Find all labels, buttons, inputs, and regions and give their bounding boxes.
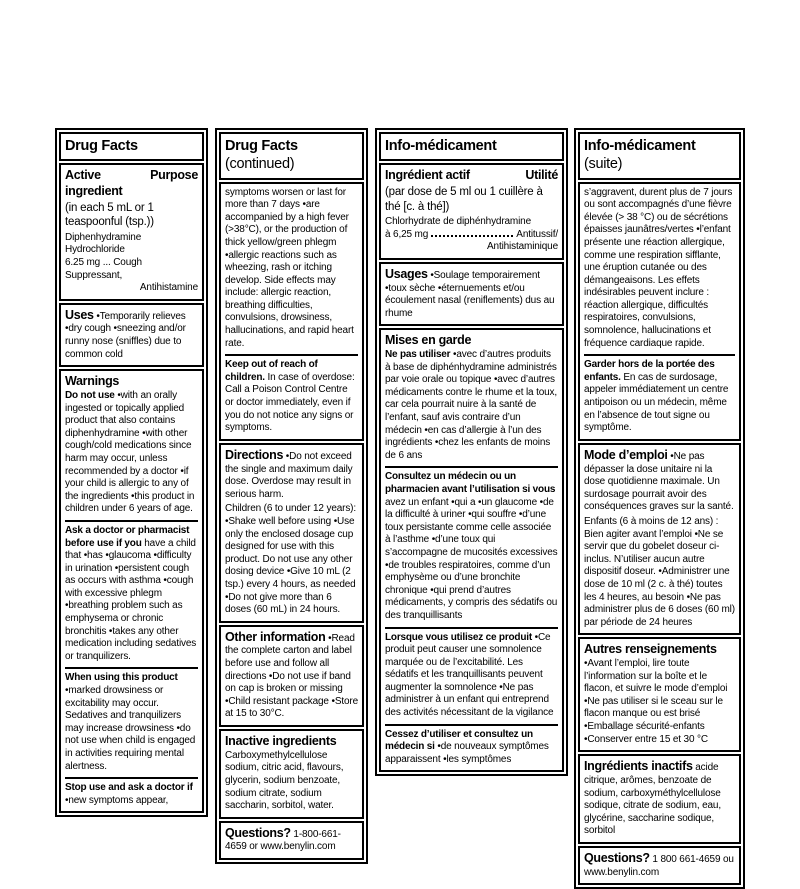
ingredients-inactifs-heading: Ingrédients inactifs [584, 759, 693, 774]
ask-doctor-lead: Ask a doctor or pharmacist before use if you [65, 524, 190, 549]
purpose-value: Antihistamine [139, 282, 198, 294]
stop-use-text: •new symptoms appear, [65, 794, 169, 806]
other-information-heading: Other information [225, 629, 326, 644]
ingredients-inactifs-text: acide citrique, arômes, benzoate de sodium, carboxyméthylcellulose sodique, citrate de sodium, eau, glycérine, saccharine sodique, sorbitol [584, 762, 721, 837]
section-mode-emploi [578, 443, 741, 635]
inactive-ingredients-heading: Inactive ingredients [225, 734, 337, 748]
do-not-use-lead: Do not use [65, 389, 115, 401]
section-divider [385, 724, 558, 726]
inactive-ingredients-text: Carboxymethylcellulose sodium, citric acid, flavours, glycerin, sodium benzoate, sodium citrate, sodium saccharin, sorbitol, water. [225, 749, 344, 812]
section-divider [65, 520, 198, 522]
autres-renseignements-text: •Avant l’emploi, lire toute l’information sur la boîte et le flacon, et suivre le mode d’emploi •Ne pas utiliser si le sceau sur le flacon manque ou est brisé •Emballage sécurité-enfants •Conserver entre 15 et 30 °C [584, 658, 728, 745]
column-drug-facts-continued [215, 128, 368, 864]
ingredient-name: Chlorhydrate de diphénhydramine [385, 215, 531, 227]
section-divider [385, 627, 558, 629]
column-info-medicament-suite [574, 128, 745, 889]
section-cessez-continued [578, 182, 741, 441]
garder-text: En cas de surdosage, appeler immédiatement un centre antipoison ou un médecin, même en l’absence de tout signe ou symptôme. [584, 371, 729, 434]
usages-text: •Soulage temporairement •toux sèche •éternuements et/ou écoulement nasal (reniflements) dus au rhume [385, 269, 555, 319]
header-title: Info-médicament [584, 138, 696, 154]
section-mises-en-garde [379, 328, 564, 772]
questions-heading: Questions? [584, 850, 650, 865]
stop-use-lead: Stop use and ask a doctor if [65, 782, 193, 794]
utilite-heading: Utilité [525, 168, 558, 183]
info-medicament-header [379, 132, 564, 161]
section-divider [65, 667, 198, 669]
utilite-value-1: Antitussif/ [516, 228, 558, 240]
cessez-lead: Cessez d’utiliser et consultez un médecin si [385, 728, 533, 753]
cessez-continued-text: s’aggravent, durent plus de 7 jours ou sont accompagnés d’une fièvre élevée (> 38 °C) ou de sécrétions épaisses jaunâtres/vertes •l’enfant présente une réaction allergique, comme une respiration sifflante, une éruption cutanée ou des démangeaisons. Les effets indésirables peuvent inclure : réaction allergique, difficultés respiratoires, convulsions, somnolence, hallucinations et fréquence cardiaque rapide. [584, 186, 733, 349]
consultez-lead: Consultez un médecin ou un pharmacien avant l’utilisation si vous [385, 471, 556, 495]
drug-label [55, 128, 745, 889]
column-drug-facts [55, 128, 208, 817]
section-ingredient-actif [379, 163, 564, 260]
uses-heading: Uses [65, 307, 94, 322]
section-warnings [59, 369, 204, 813]
section-active-ingredient [59, 163, 204, 300]
directions-text-2: Children (6 to under 12 years): •Shake well before using •Use only the enclosed dosage cup designed for use with this product. Do not use any other dosing device •Give 10 mL (2 tsp.) every 4 hours, as needed •Do not give more than 6 doses (60 mL) in 24 hours. [225, 503, 356, 616]
drug-facts-continued-header [219, 132, 364, 180]
ask-doctor-text: have a child that •has •glaucoma •difficulty in urination •persistent cough as occurs with asthma •cough with excessive phlegm •breathing problem such as emphysema or chronic bronchitis •takes any other medication including sedatives or tranquilizers. [65, 537, 197, 662]
directions-heading: Directions [225, 447, 284, 462]
header-title: Info-médicament [385, 138, 497, 154]
questions-contact: 1-800-661-4659 or www.benylin.com [225, 828, 341, 853]
info-medicament-suite-header [578, 132, 741, 180]
mode-emploi-text-1: •Ne pas dépasser la dose unitaire ni la dose quotidienne maximale. Un surdosage pourrait avoir des conséquences graves sur la santé. [584, 450, 734, 513]
when-using-lead: When using this product [65, 672, 178, 684]
section-divider [584, 354, 735, 356]
ne-pas-utiliser-lead: Ne pas utiliser [385, 349, 451, 361]
column-info-medicament [375, 128, 568, 776]
active-ingredient-heading: Active ingredient [65, 168, 123, 199]
keep-out-of-reach-lead: Keep out of reach of children. [225, 359, 318, 383]
questions-contact: 1 800 661-4659 ou www.benylin.com [584, 853, 734, 878]
mode-emploi-text-2: Enfants (6 à moins de 12 ans) : Bien agiter avant l’emploi •Ne se servir que du gobelet doseur ci-inclus. N’utiliser aucun autre dispositif doseur. •Administrer une dose de 10 ml (2 c. à thé) toutes les 4 heures, au besoin •Ne pas administrer plus de 6 doses (60 ml) par période de 24 heures [584, 515, 735, 628]
dose-basis: (in each 5 mL or 1 teaspoonful (tsp.)) [65, 201, 154, 229]
section-autres-renseignements [578, 637, 741, 752]
section-inactive-ingredients [219, 729, 364, 819]
uses-text: •Temporarily relieves •dry cough •sneezing and/or runny nose (sniffles) due to common cold [65, 310, 186, 360]
questions-heading: Questions? [225, 825, 291, 840]
header-suffix: (continued) [225, 156, 295, 173]
when-using-text: •marked drowsiness or excitability may occur. Sedatives and tranquilizers may increase drowsiness •do not use when child is engaged in activities requiring mental alertness. [65, 685, 196, 772]
ne-pas-utiliser-text: •avec d’autres produits à base de diphénhydramine administrés par voie orale ou topique •avec d’autres médicaments contre le rhume et la toux, car cela pourrait nuire à la santé de l’enfant, sauf avis contraire d’un médecin •en cas d’allergie à l’un des ingrédients •chez les enfants de moins de 6 ans [385, 349, 558, 461]
purpose-heading: Purpose [150, 168, 198, 183]
section-directions [219, 443, 364, 623]
section-divider [225, 354, 358, 356]
drug-facts-header [59, 132, 204, 161]
section-uses [59, 303, 204, 368]
mises-en-garde-heading: Mises en garde [385, 333, 472, 348]
section-divider [65, 777, 198, 779]
mode-emploi-heading: Mode d’emploi [584, 447, 668, 462]
cessez-text: •de nouveaux symptômes apparaissent •les symptômes [385, 741, 549, 765]
section-other-information [219, 625, 364, 727]
autres-renseignements-heading: Autres renseignements [584, 642, 717, 657]
utilite-value-2: Antihistaminique [487, 241, 558, 253]
lorsque-lead: Lorsque vous utilisez ce produit [385, 631, 532, 643]
lorsque-text: •Ce produit peut causer une somnolence marquée ou de l’excitabilité. Les sédatifs et les tranquillisants peuvent augmenter la somnolence •Ne pas administrer à un enfant qui entreprend des activités nécessitant de la vigilance [385, 631, 554, 719]
header-suffix: (suite) [584, 156, 623, 173]
section-usages [379, 262, 564, 327]
section-stop-use-continued [219, 182, 364, 441]
other-information-text: •Read the complete carton and label before use and follow all directions •Do not use if band on cap is broken or missing •Child resistant package •Store at 15 to 30°C. [225, 632, 358, 720]
section-questions [219, 821, 364, 860]
header-title: Drug Facts [65, 138, 138, 154]
header-title: Drug Facts [225, 138, 298, 154]
ingredient-name: Diphenhydramine Hydrochloride [65, 231, 142, 256]
consultez-text: avez un enfant •qui a •un glaucome •de la difficulté à uriner •qui souffre •d’une toux persistante comme celle associée à l’asthme •d’une toux qui s’accompagne de mucosités excessives •de troubles respiratoires, comme d’un emphysème ou d’une bronchite chronique •qui prend d’autres médicaments, y compris des sédatifs ou des tranquillisants [385, 496, 558, 621]
garder-lead: Garder hors de la portée des enfants. [584, 359, 715, 383]
ingredient-amount: 6.25 mg ... Cough Suppressant, [65, 256, 142, 281]
ingredient-amount: à 6,25 mg [385, 228, 429, 240]
dose-basis: (par dose de 5 ml ou 1 cuillère à thé [c. à thé]) [385, 186, 543, 213]
do-not-use-text: •with an orally ingested or topically applied product that also contains diphenhydramine •with other cough/cold medications since harm may occur, unless recommended by a doctor •if your child is allergic to any of the ingredients •this product in children under 6 years of age. [65, 389, 195, 515]
stop-use-continued-text: symptoms worsen or last for more than 7 days •are accompanied by a high fever (>38°C), or the production of thick yellow/green phlegm •allergic reactions such as wheezing, rash or itching develop. Side effects may include: allergic reaction, breathing difficulties, convulsions, drowsiness, hallucinations, and rapid heart rate. [225, 186, 354, 349]
ingredient-amount-row [385, 229, 558, 242]
section-questions-fr [578, 846, 741, 885]
section-divider [385, 466, 558, 468]
ingredient-actif-heading: Ingrédient actif [385, 168, 470, 183]
keep-out-of-reach-text: In case of overdose: Call a Poison Control Centre or doctor immediately, even if you do not notice any signs or symptoms. [225, 371, 355, 434]
warnings-heading: Warnings [65, 374, 120, 389]
section-ingredients-inactifs [578, 754, 741, 844]
directions-text-1: •Do not exceed the single and maximum daily dose. Overdose may result in serious harm. [225, 450, 353, 500]
dot-leader [431, 235, 513, 237]
usages-heading: Usages [385, 266, 428, 281]
